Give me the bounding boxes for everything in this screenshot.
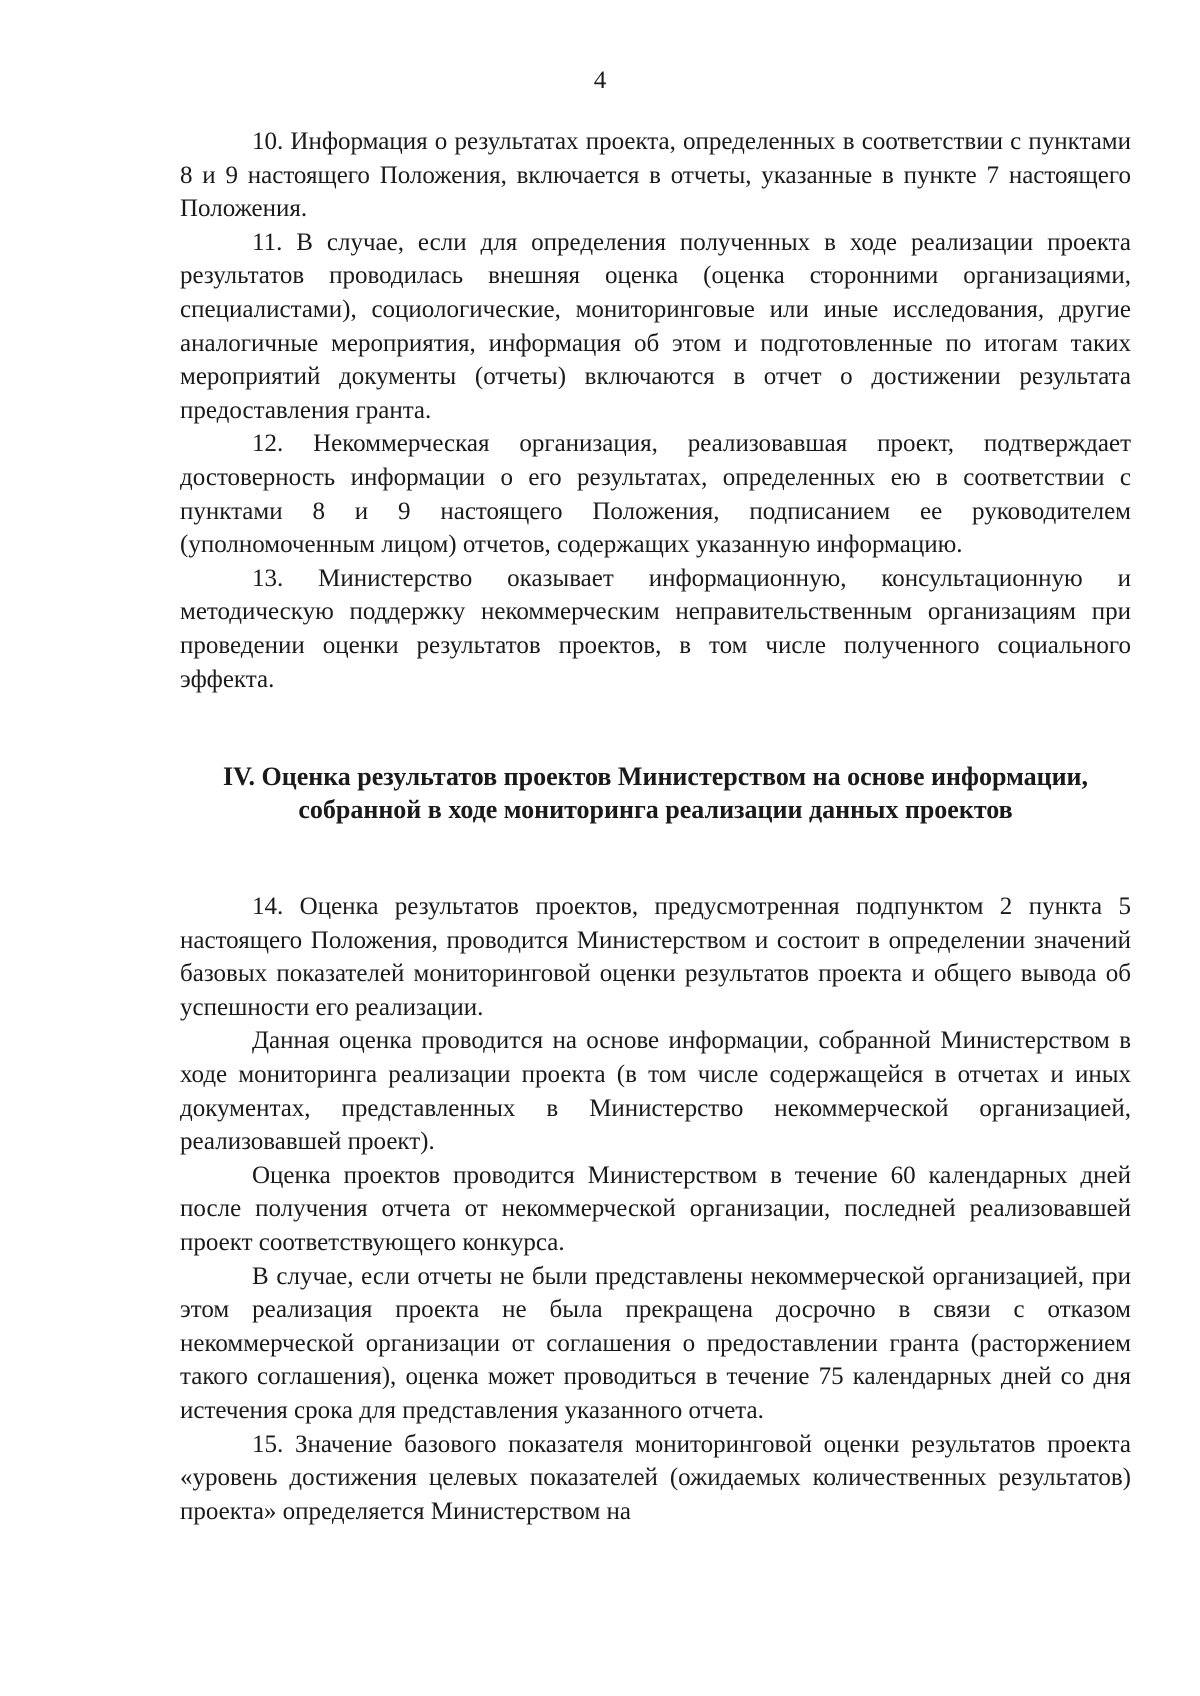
- paragraph-11: 11. В случае, если для определения полученных в ходе реализации проекта результатов проводилась внешняя оценка (оценка сторонними организациями, специалистами), социологические, мониторинговые или иные исследования, другие аналогичные мероприятия, информация об этом и подготовленные по итогам таких мероприятий документы (отчеты) включаются в отчет о достижении результата предоставления гранта.: [180, 228, 1131, 424]
- paragraph-12: 12. Некоммерческая организация, реализовавшая проект, подтверждает достоверность информации о его результатах, определенных ею в соответствии с пунктами 8 и 9 настоящего Положения, подписанием ее руководителем (уполномоченным лицом) отчетов, содержащих указанную информацию.: [180, 430, 1131, 559]
- paragraph-14-info-basis: Данная оценка проводится на основе информации, собранной Министерством в ходе мониторинга реализации проекта (в том числе содержащейся в отчетах и иных документах, представленных в Министерство некоммерческой организацией, реализовавшей проект).: [180, 1027, 1131, 1156]
- paragraph-14-timing: Оценка проектов проводится Министерством в течение 60 календарных дней после получения отчета от некоммерческой организации, последней реализовавшей проект соответствующего конкурса.: [180, 1161, 1131, 1256]
- paragraph-14: 14. Оценка результатов проектов, предусмотренная подпунктом 2 пункта 5 настоящего Положения, проводится Министерством и состоит в определении значений базовых показателей мониторинговой оценки результатов проекта и общего вывода об успешности его реализации.: [180, 893, 1131, 1021]
- page-number: 4: [593, 67, 607, 94]
- section-heading-iv: IV. Оценка результатов проектов Министерством на основе информации, собранной в ходе мониторинга реализации данных проектов: [222, 762, 1089, 824]
- paragraph-14-no-reports: В случае, если отчеты не были представлены некоммерческой организацией, при этом реализация проекта не была прекращена досрочно в связи с отказом некоммерческой организации от соглашения о предоставлении гранта (расторжением такого соглашения), оценка может проводиться в течение 75 календарных дней со дня истечения срока для представления указанного отчета.: [180, 1262, 1131, 1424]
- section-3-continuation: [180, 125, 1131, 696]
- paragraph-10: 10. Информация о результатах проекта, определенных в соответствии с пунктами 8 и 9 настоящего Положения, включается в отчеты, указанные в пункте 7 настоящего Положения.: [180, 128, 1131, 223]
- paragraph-13: 13. Министерство оказывает информационную, консультационную и методическую поддержку некоммерческим неправительственным организациям при проведении оценки результатов проектов, в том числе полученного социального эффекта.: [180, 564, 1131, 693]
- paragraph-15: 15. Значение базового показателя мониторинговой оценки результатов проекта «уровень достижения целевых показателей (ожидаемых количественных результатов) проекта» определяется Министерством на: [180, 1430, 1131, 1525]
- section-4-body: [180, 890, 1131, 1528]
